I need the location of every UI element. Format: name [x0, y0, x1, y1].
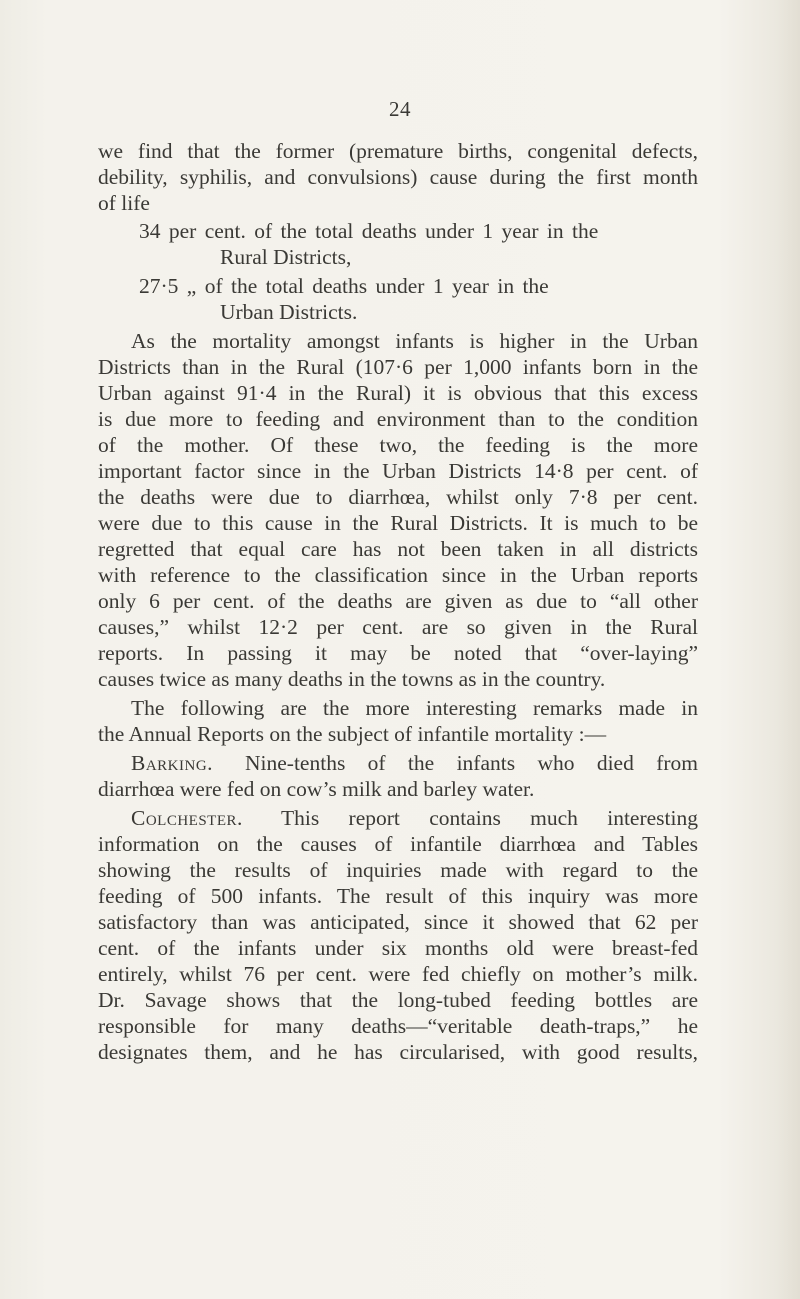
- text-line: Urban Districts.: [220, 300, 358, 324]
- text-line: This report contains much interesting: [281, 806, 698, 830]
- text-line: with reference to the classification since in the Urban reports: [98, 563, 698, 587]
- text-line: of the mother. Of these two, the feeding is the more: [98, 433, 698, 457]
- text-line: responsible for many deaths—“veritable death-traps,” he: [98, 1014, 698, 1038]
- text-line: cent. of the infants under six months old were breast-fed: [98, 936, 698, 960]
- text-line: entirely, whilst 76 per cent. were fed chiefly on mother’s milk.: [98, 962, 698, 986]
- text-line: causes,” whilst 12·2 per cent. are so given in the Rural: [98, 615, 698, 639]
- text-line: debility, syphilis, and convulsions) cause during the first month: [98, 165, 698, 189]
- text-line: information on the causes of infantile diarrhœa and Tables: [98, 832, 698, 856]
- text-line: 34 per cent. of the total deaths under 1 year in the: [139, 219, 599, 243]
- text-line: 27·5 „ of the total deaths under 1 year in the: [139, 274, 549, 298]
- text-line: As the mortality amongst infants is higher in the Urban: [131, 329, 698, 353]
- text-line: feeding of 500 infants. The result of this inquiry was more: [98, 884, 698, 908]
- text-line: showing the results of inquiries made with regard to the: [98, 858, 698, 882]
- section-heading-colchester: Colchester.: [131, 806, 243, 830]
- text-line: diarrhœa were fed on cow’s milk and barley water.: [98, 777, 535, 801]
- text-line: reports. In passing it may be noted that “over-laying”: [98, 641, 698, 665]
- page-number: 24: [389, 97, 411, 121]
- text-line: designates them, and he has circularised, with good results,: [98, 1040, 698, 1064]
- text-line: Dr. Savage shows that the long-tubed feeding bottles are: [98, 988, 698, 1012]
- text-line: were due to this cause in the Rural Districts. It is much to be: [98, 511, 698, 535]
- text-line: satisfactory than was anticipated, since it showed that 62 per: [98, 910, 698, 934]
- text-line: Urban against 91·4 in the Rural) it is obvious that this excess: [98, 381, 698, 405]
- text-line: the deaths were due to diarrhœa, whilst only 7·8 per cent.: [98, 485, 698, 509]
- text-line: important factor since in the Urban Districts 14·8 per cent. of: [98, 459, 698, 483]
- text-line: causes twice as many deaths in the towns as in the country.: [98, 667, 606, 691]
- text-line: only 6 per cent. of the deaths are given as due to “all other: [98, 589, 698, 613]
- text-line: Rural Districts,: [220, 245, 352, 269]
- text-line: regretted that equal care has not been taken in all districts: [98, 537, 698, 561]
- text-line: of life: [98, 191, 150, 215]
- section-heading-barking: Barking.: [131, 751, 214, 775]
- text-line: The following are the more interesting remarks made in: [131, 696, 698, 720]
- text-line: is due more to feeding and environment than to the condition: [98, 407, 698, 431]
- text-line: we find that the former (premature births, congenital defects,: [98, 139, 698, 163]
- text-line: Districts than in the Rural (107·6 per 1,000 infants born in the: [98, 355, 698, 379]
- text-line: the Annual Reports on the subject of infantile mortality :—: [98, 722, 607, 746]
- text-line: Nine-tenths of the infants who died from: [245, 751, 698, 775]
